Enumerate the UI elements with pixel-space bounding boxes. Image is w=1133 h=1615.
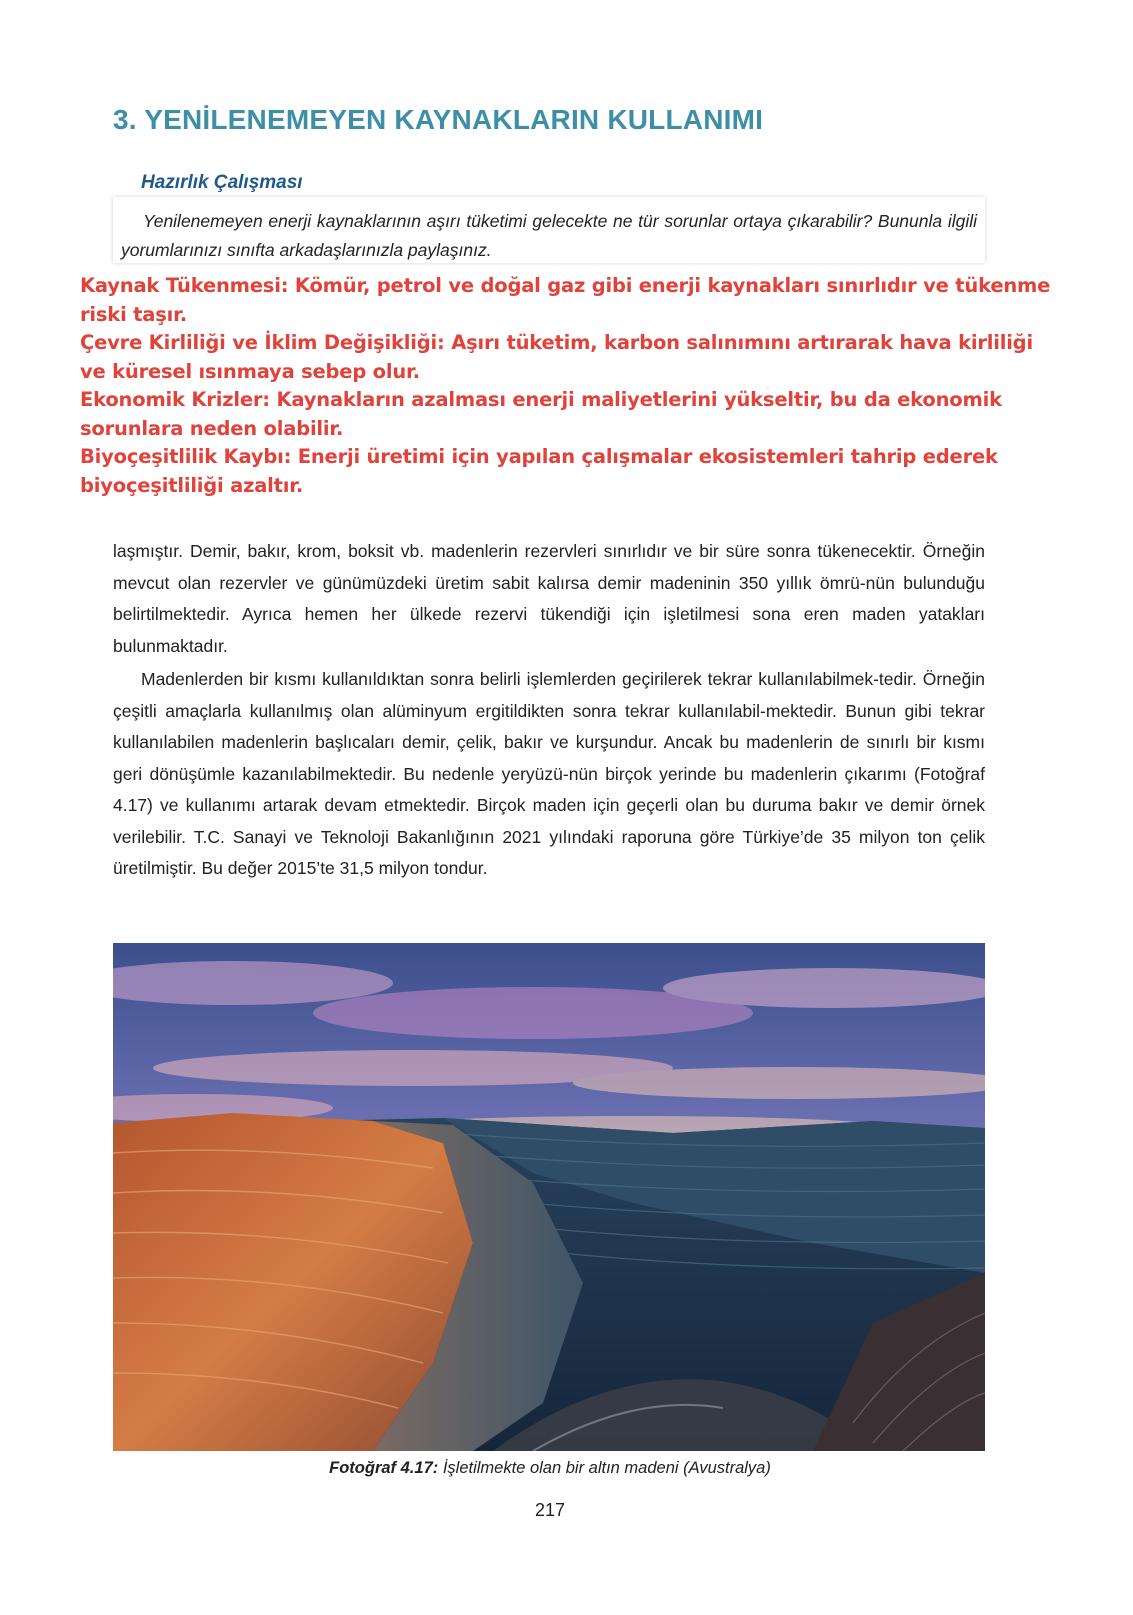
preparation-heading: Hazırlık Çalışması [141, 172, 303, 193]
body-paragraph-1: laşmıştır. Demir, bakır, krom, boksit vb. madenlerin rezervleri sınırlıdır ve bir süre sonra tükenecektir. Örneğin mevcut olan rezervler ve günümüzdeki üretim sabit kalırsa demir madeninin 350 yıllık ömrü-nün bulunduğu belirtilmektedir. Ayrıca hemen her ülkede rezervi tükendiği için işletilmesi sona eren maden yatakları bulunmaktadır. [113, 541, 985, 656]
handwritten-answers [80, 272, 1060, 500]
answer-item: Biyoçeşitlilik Kaybı: Enerji üretimi için yapılan çalışmalar ekosistemleri tahrip ederek biyoçeşitliliği azaltır. [80, 445, 998, 497]
figure-caption-text: İşletilmekte olan bir altın madeni (Avustralya) [442, 1459, 771, 1477]
answer-item: Ekonomik Krizler: Kaynakların azalması enerji maliyetlerini yükseltir, bu da ekonomik sorunlara neden olabilir. [80, 388, 1002, 440]
open-pit-mine-illustration [113, 943, 985, 1451]
preparation-question: Yenilenemeyen enerji kaynaklarının aşırı tüketimi gelecekte ne tür sorunlar ortaya çıkarabilir? Bununla ilgili yorumlarınızı sınıfta arkadaşlarınızla paylaşınız. [121, 211, 977, 260]
answer-item: Çevre Kirliliği ve İklim Değişikliği: Aşırı tüketim, karbon salınımını artırarak hava kirliliği ve küresel ısınmaya sebep olur. [80, 331, 1033, 383]
body-paragraph-2: Madenlerden bir kısmı kullanıldıktan sonra belirli işlemlerden geçirilerek tekrar kullanılabilmek-tedir. Örneğin çeşitli amaçlarla kullanılmış olan alüminyum ergitildikten sonra tekrar kullanılabil-mektedir. Bunun gibi tekrar kullanılabilen madenlerin başlıcaları demir, çelik, bakır ve kurşundur. Ancak bu madenlerin de sınırlı bir kısmı geri dönüşümle kazanılabilmektedir. Bu nedenle yeryüzü-nün birçok yerinde bu madenlerin çıkarımı (Fotoğraf 4.17) ve kullanımı artarak devam etmektedir. Birçok maden için geçerli olan bu duruma bakır ve demir örnek verilebilir. T.C. Sanayi ve Teknoloji Bakanlığının 2021 yılındaki raporuna göre Türkiye’de 35 milyon ton çelik üretilmiştir. Bu değer 2015’te 31,5 milyon tondur. [113, 669, 985, 878]
figure-label: Fotoğraf 4.17: [329, 1459, 439, 1477]
figure-caption [0, 1459, 1100, 1478]
answer-item: Kaynak Tükenmesi: Kömür, petrol ve doğal gaz gibi enerji kaynakları sınırlıdır ve tükenme riski taşır. [80, 274, 1051, 326]
gold-mine-photo [113, 943, 985, 1451]
page-number: 217 [534, 1500, 566, 1520]
section-title: 3. YENİLENEMEYEN KAYNAKLARIN KULLANIMI [113, 104, 764, 135]
preparation-box [113, 197, 985, 263]
